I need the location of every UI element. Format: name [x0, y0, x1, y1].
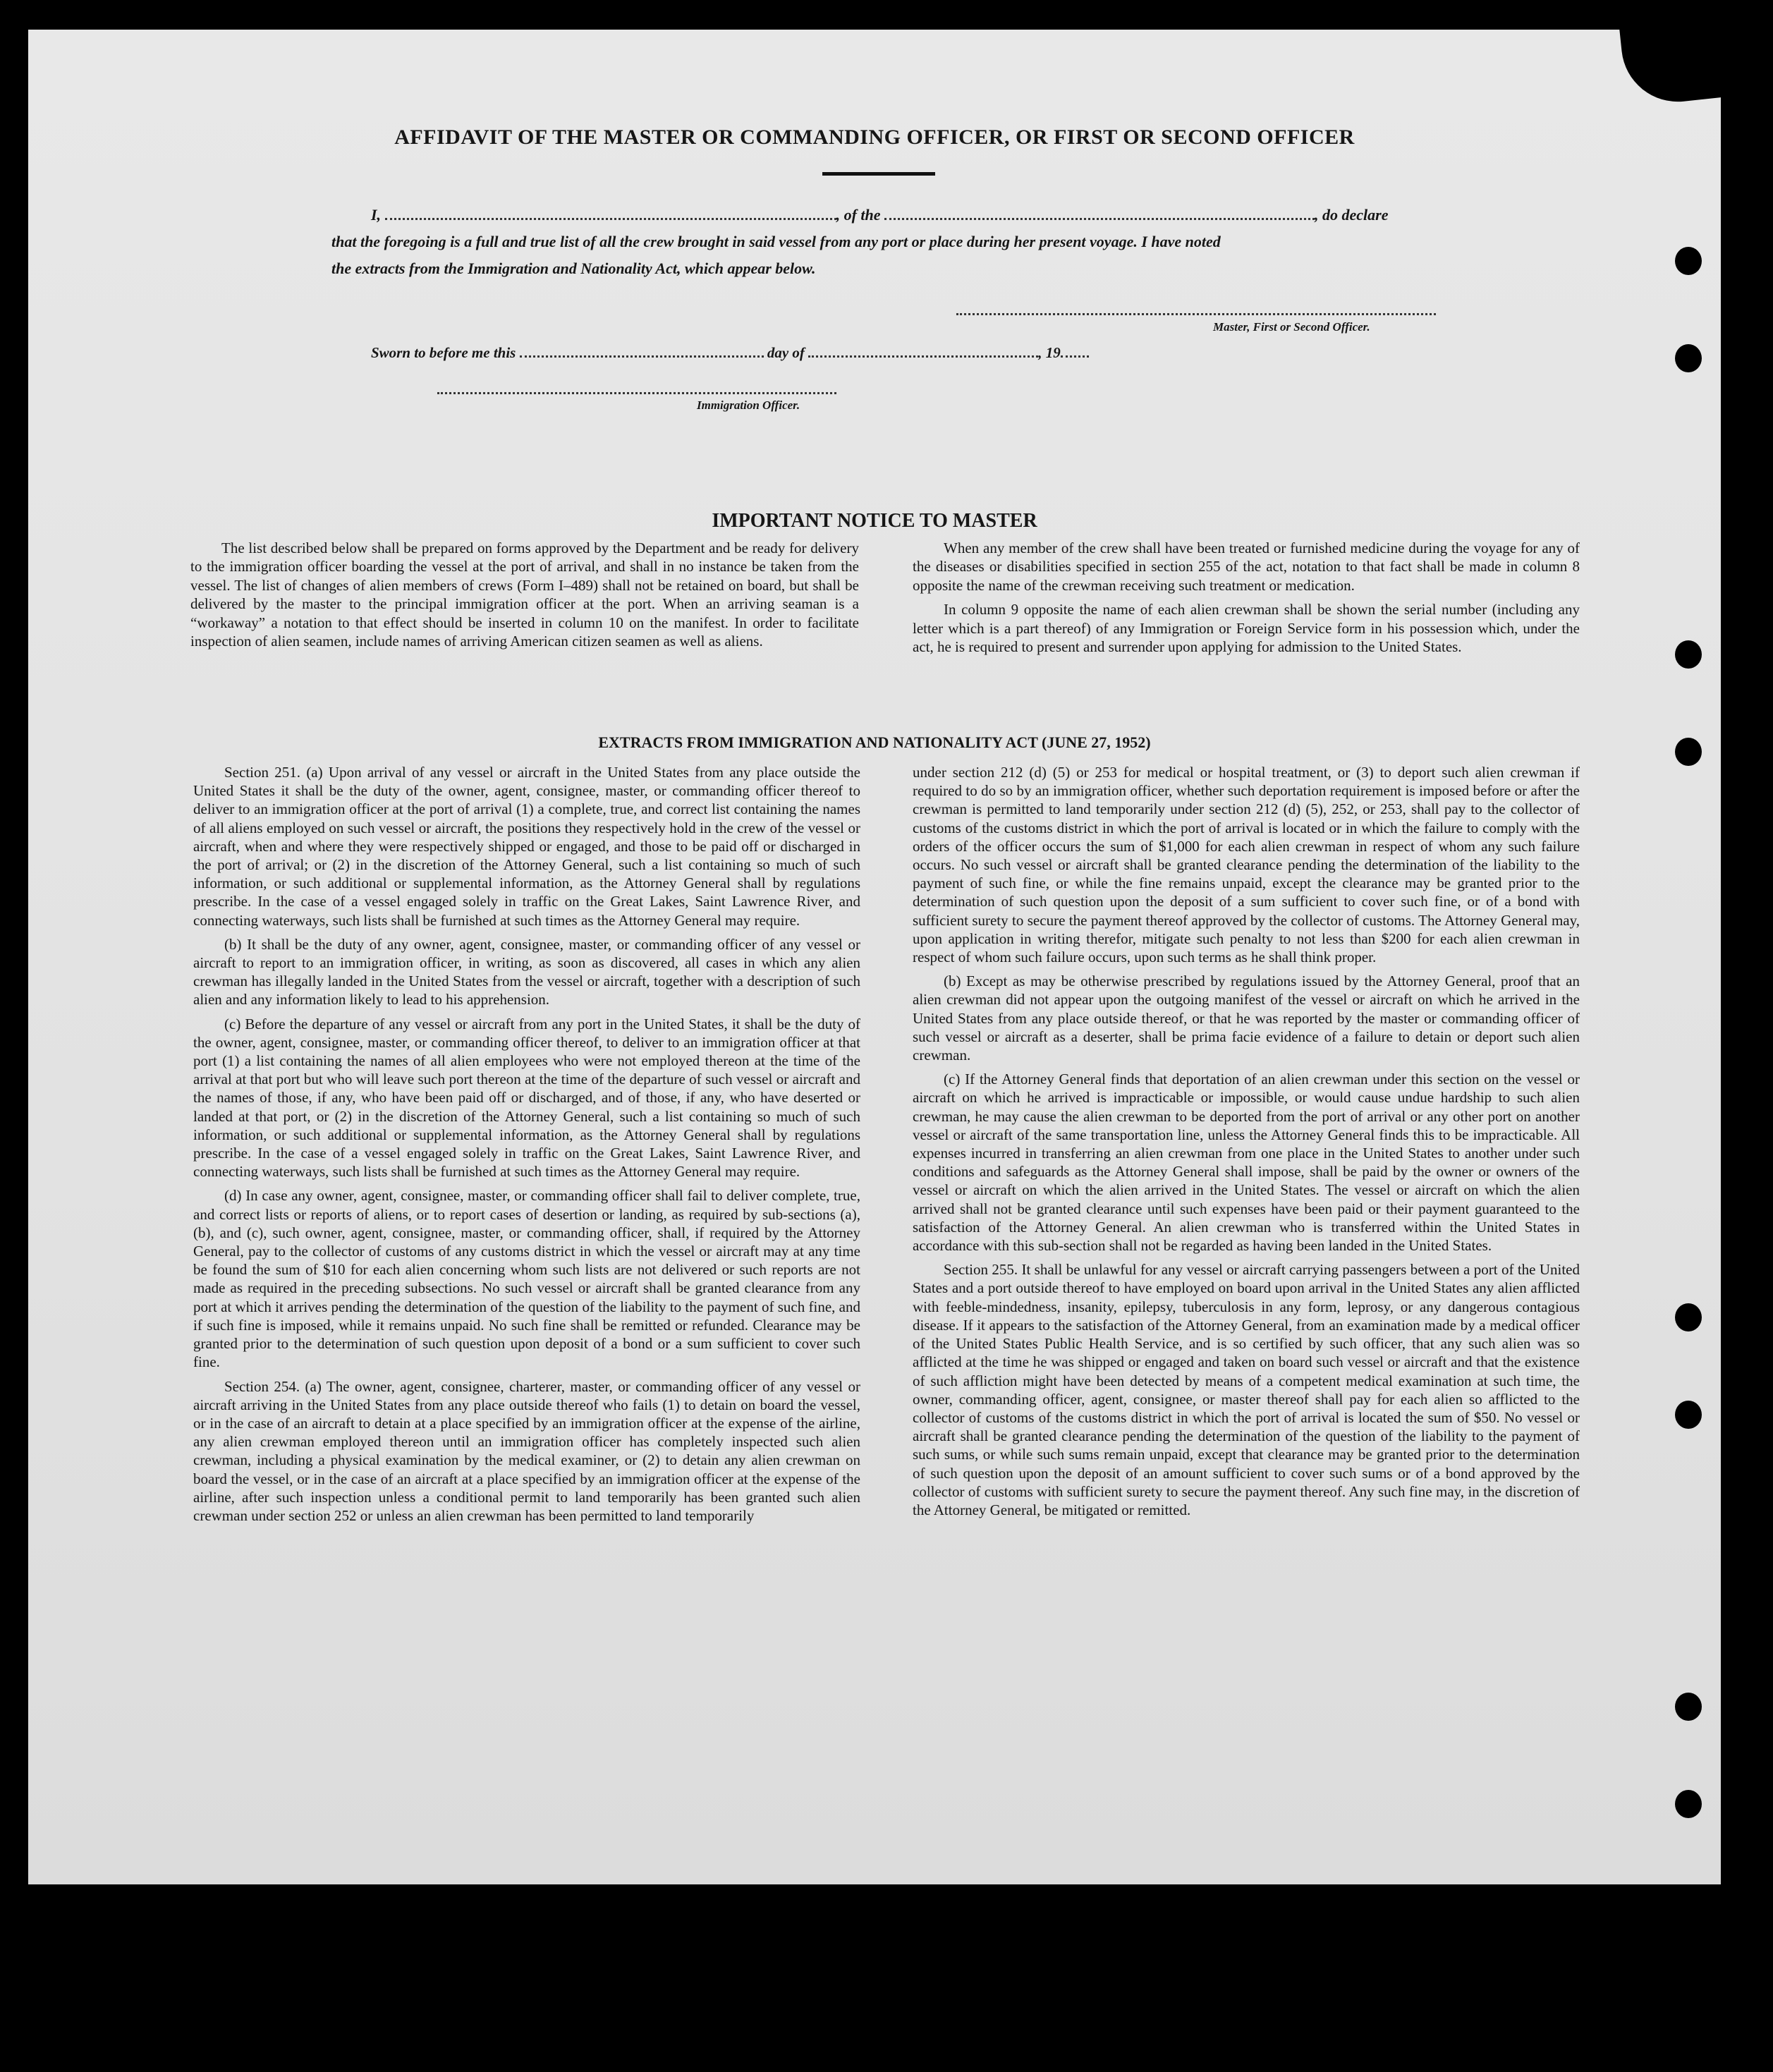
notice-title: IMPORTANT NOTICE TO MASTER: [712, 510, 1037, 532]
notice-right-paragraph-2: In column 9 opposite the name of each alien crewman shall be shown the serial number (including any letter which is a part thereof) of any Immigration or Foreign Service form in his possession which, under the act, he is required to present and surrender upon applying for admission to the United States.: [913, 601, 1580, 656]
affidavit-line-3: the extracts from the Immigration and Nationality Act, which appear below.: [331, 260, 816, 277]
section-254-a-continued: under section 212 (d) (5) or 253 for medical or hospital treatment, or (3) to deport such alien crewman if required to do so by an immigration officer, whether such deportation requirement is imposed before or after the crewman is permitted to land temporarily under section 212 (d) (5), 252, or 253, shall pay to the collector of customs of the customs district in which the port of arrival is located or in which the failure to comply with the orders of the officer occurs the sum of $1,000 for each alien crewman in respect of whom any such failure occurs. No such vessel or aircraft shall be granted clearance pending the determination of the liability to the payment of such fine, or while the fine remains unpaid, except the clearance may be granted prior to the determination of such question upon the deposit of a sum sufficient to cover such fine, or of a bond with sufficient surety to secure the payment thereof approved by the collector of customs. The Attorney General may, upon application in writing therefor, mitigate such penalty to not less than $200 for each alien crewman in respect of whom such failure occurs, upon such terms as he shall think proper.: [913, 764, 1580, 966]
name-blank[interactable]: [385, 217, 836, 220]
section-251-c: (c) Before the departure of any vessel or aircraft from any port in the United States, it shall be the duty of the owner, agent, consignee, master, or commanding officer thereof, to deliver to an immigration officer at that port (1) a list containing the names of all alien employees who were not employed thereon at the time of the arrival at that port but who will leave such port thereon at the time of the departure of such vessel or aircraft and the names of those, if any, who have been paid off or discharged, and of those, if any, who have deserted or landed at that port, or (2) in the discretion of the Attorney General, such a list containing so much of such information, or such additional or supplemental information, as the Attorney General shall by regulations prescribe. In the case of a vessel engaged solely in traffic on the Great Lakes, Saint Lawrence River, and connecting waterways, such lists shall be furnished at such times as the Attorney General may require.: [193, 1015, 860, 1181]
extracts-left-column: [193, 763, 860, 1530]
punch-hole-icon: [1675, 640, 1702, 669]
affidavit-do-declare: , do declare: [1315, 206, 1389, 224]
sworn-prefix: Sworn to before me this: [371, 344, 516, 361]
section-251-a: Section 251. (a) Upon arrival of any vessel or aircraft in the United States from any place outside the United States it shall be the duty of the owner, agent, consignee, master, or commanding officer thereof to deliver to an immigration officer at the port of arrival (1) a complete, true, and correct list containing the names of all aliens employed on such vessel or aircraft, the positions they respectively hold in the crew of the vessel or aircraft, when and where they were respectively shipped or engaged, and those to be paid off or discharged in the port of arrival; or (2) in the discretion of the Attorney General, such a list containing so much of such information, or such additional or supplemental information, as the Attorney General shall by regulations prescribe. In the case of a vessel engaged solely in traffic on the Great Lakes, Saint Lawrence River, and connecting waterways, such lists shall be furnished at such times as the Attorney General may require.: [193, 764, 860, 929]
affidavit-title: AFFIDAVIT OF THE MASTER OR COMMANDING OFFICER, OR FIRST OR SECOND OFFICER: [394, 126, 1355, 149]
sworn-day-blank[interactable]: [520, 354, 764, 358]
notice-right-paragraph-1: When any member of the crew shall have been treated or furnished medicine during the voyage for any of the diseases or disabilities specified in section 255 of the act, notation to that fact shall be made in column 8 opposite the name of the crewman receiving such treatment or medication.: [913, 540, 1580, 594]
sworn-day-of: day of: [767, 344, 805, 361]
master-label: Master, First or Second Officer.: [1213, 320, 1370, 334]
notice-left-column: [190, 539, 859, 656]
affidavit-line-2: that the foregoing is a full and true list of all the crew brought in said vessel from any port or place during her present voyage. I have noted: [331, 233, 1221, 250]
affidavit-of-the: , of the: [836, 206, 881, 224]
section-254-c: (c) If the Attorney General finds that deportation of an alien crewman under this section on the vessel or aircraft on which he arrived is impracticable or impossible, or would cause undue hardship to such alien crewman, he may cause the alien crewman to be deported from the port of arrival or any other port on another vessel or aircraft of the same transportation line, unless the Attorney General finds this to be impracticable. All expenses incurred in transferring an alien crewman from one place in the United States to another under such conditions and safeguards as the Attorney General shall impose, shall be paid by the owner or owners of the vessel or aircraft on which the alien arrived in the United States. The vessel or aircraft on which the alien arrived shall not be granted clearance until such expenses have been paid or their payment guaranteed to the satisfaction of the Attorney General. An alien crewman who is transferred within the United States in accordance with this sub-section shall not be regarded as having been landed in the United States.: [913, 1071, 1580, 1255]
punch-hole-icon: [1675, 247, 1702, 275]
sworn-year: , 19: [1038, 344, 1061, 361]
punch-hole-icon: [1675, 1303, 1702, 1331]
immigration-officer-label: Immigration Officer.: [697, 398, 800, 412]
punch-hole-icon: [1675, 1693, 1702, 1721]
section-251-d: (d) In case any owner, agent, consignee, master, or commanding officer shall fail to deliver complete, true, and correct lists or reports of aliens, or to report cases of desertion or landing, as required by sub-sections (a), (b), and (c), such owner, agent, consignee, master, or commanding officer, shall, if required by the Attorney General, pay to the collector of customs of any customs district in which the vessel or aircraft may at any time be found the sum of $10 for each alien concerning whom such lists are not delivered or such reports are not made as required in the preceding subsections. No such vessel or aircraft shall be granted clearance from any port at which it arrives pending the determination of the question of the liability to the payment of such fine, and if such fine is imposed, while it remains unpaid. No such fine shall be remitted or refunded. Clearance may be granted prior to the determination of such question upon deposit of a bond or a sum sufficient to cover such fine.: [193, 1187, 860, 1371]
notice-right-column: [913, 539, 1580, 662]
affidavit-line-1: [371, 206, 1388, 224]
extracts-right-column: [913, 763, 1580, 1525]
immigration-officer-signature-blank[interactable]: [437, 391, 836, 394]
section-255: Section 255. It shall be unlawful for any vessel or aircraft carrying passengers between a port of the United States and a port outside thereof to have employed on board upon arrival in the United States any alien afflicted with feeble-mindedness, insanity, epilepsy, tuberculosis in any form, leprosy, or any dangerous contagious disease. If it appears to the satisfaction of the Attorney General, from an examination made by a medical officer of the United States Public Health Service, and is so certified by such officer, that any such alien was so afflicted at the time he was shipped or engaged and taken on board such vessel or aircraft and that the existence of such affliction might have been detected by means of a competent medical examination at such time, the owner, commanding officer, agent, consignee, or master thereof shall pay for each alien so afflicted to the collector of customs of the customs district in which the port of arrival is located the sum of $50. No vessel or aircraft shall be granted clearance pending the determination of the question of the liability to the payment of such sums, or while such sums remain unpaid, except that clearance may be granted prior to the determination of such question upon the deposit of an amount sufficient to cover such sums or of a bond approved by the collector of customs with sufficient surety to secure the payment thereof. Any such fine may, in the discretion of the Attorney General, be mitigated or remitted.: [913, 1261, 1580, 1518]
notice-left-paragraph: The list described below shall be prepared on forms approved by the Department and be ready for delivery to the immigration officer boarding the vessel at the port of arrival, and shall in no instance be taken from the vessel. The list of changes of alien members of crews (Form I–489) shall not be retained on board, but shall be delivered by the master to the principal immigration officer at the port. When an arriving seaman is a “workaway” a notation to that effect should be inserted in column 10 on the manifest. In order to facilitate inspection of alien seamen, include names of arriving American citizen seamen as well as aliens.: [190, 540, 859, 650]
title-rule: [822, 172, 935, 176]
punch-hole-icon: [1675, 1401, 1702, 1429]
affidavit-i: I,: [371, 206, 382, 224]
document-page: [28, 30, 1721, 1884]
punch-hole-icon: [1675, 344, 1702, 372]
extracts-title: EXTRACTS FROM IMMIGRATION AND NATIONALITY ACT (JUNE 27, 1952): [598, 733, 1151, 751]
section-254-b: (b) Except as may be otherwise prescribed by regulations issued by the Attorney General, proof that an alien crewman did not appear upon the outgoing manifest of the vessel or aircraft on which he arrived in the United States from any place outside thereof, or that he was reported by the master or commanding officer of such vessel or aircraft as a deserter, shall be prima facie evidence of a failure to detain or deport such alien crewman.: [913, 973, 1580, 1064]
punch-hole-icon: [1675, 1790, 1702, 1818]
sworn-year-blank[interactable]: [1061, 354, 1089, 358]
sworn-month-blank[interactable]: [808, 354, 1038, 358]
master-signature-blank[interactable]: [956, 312, 1436, 315]
section-251-b: (b) It shall be the duty of any owner, agent, consignee, master, or commanding officer of any vessel or aircraft to report to an immigration officer, in writing, as soon as discovered, all cases in which any alien crewman has illegally landed in the United States from the vessel or aircraft, together with a description of such alien and any information likely to lead to his apprehension.: [193, 935, 860, 1008]
sworn-line: [371, 344, 1089, 362]
section-254-a: Section 254. (a) The owner, agent, consignee, charterer, master, or commanding officer of any vessel or aircraft arriving in the United States from any place outside thereof who fails (1) to detain on board the vessel, or in the case of an aircraft to detain at a place specified by an immigration officer at the expense of the airline, any alien crewman employed thereon until an immigration officer has completely inspected such alien crewman, including a physical examination by the medical examiner, or (2) to detain any alien crewman on board the vessel, or in the case of an aircraft at a place specified by an immigration officer at the expense of the airline, after such inspection unless a conditional permit to land temporarily has been granted such alien crewman under section 252 or unless an alien crewman has been permitted to land temporarily: [193, 1377, 860, 1524]
vessel-blank[interactable]: [884, 217, 1315, 220]
